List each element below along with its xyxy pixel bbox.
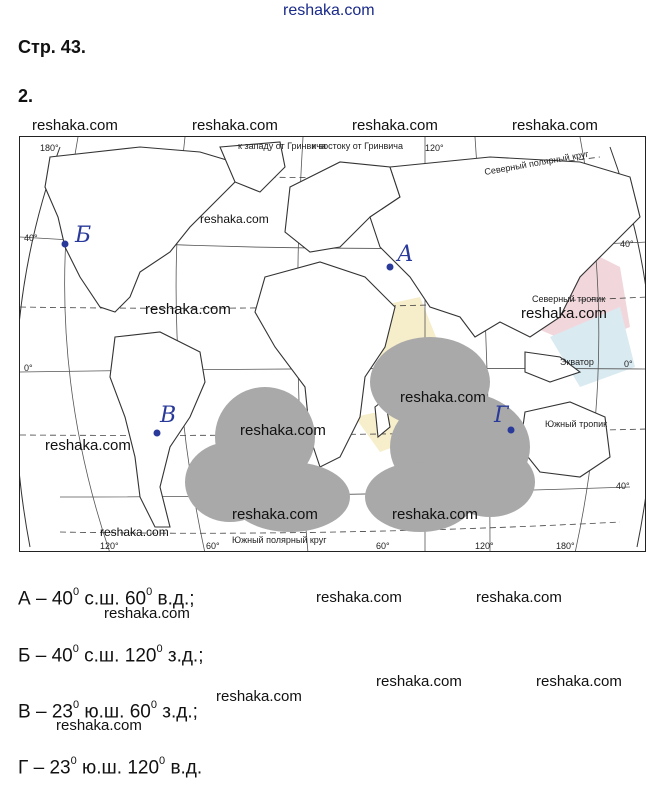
marker-label-b: Б: [75, 223, 92, 248]
watermark: reshaka.com: [45, 437, 131, 454]
lat-label: 40°: [616, 481, 630, 491]
answer-g: Г – $23^0$ ю.ш. $120^0$ в.д.: [18, 755, 203, 779]
tropic-south-label: Южный тропик: [545, 419, 608, 429]
watermark: reshaka.com: [392, 506, 478, 523]
answer-a: А – $40^0$ с.ш. $60^0$ в.д.;: [18, 586, 195, 610]
arctic-circle-label: Северный полярный круг: [483, 148, 590, 177]
site-header: reshaka.com: [283, 2, 375, 19]
watermark: reshaka.com: [536, 673, 622, 690]
watermark: reshaka.com: [32, 117, 118, 134]
continents: [45, 142, 640, 527]
world-map: [19, 136, 646, 552]
watermark: reshaka.com: [521, 305, 607, 322]
lat-label: 40°: [620, 239, 634, 249]
equator-label: Экватор: [560, 357, 594, 367]
watermark: reshaka.com: [512, 117, 598, 134]
lon-label: 60°: [206, 541, 220, 551]
lat-label: 40°: [24, 233, 38, 243]
tropic-north-label: Северный тропик: [532, 294, 606, 304]
page-title: Стр. 43.: [18, 37, 86, 57]
task-number: 2.: [18, 86, 34, 106]
lat-label: 0°: [624, 359, 633, 369]
watermark: reshaka.com: [376, 673, 462, 690]
lat-label: 0°: [24, 363, 33, 373]
lon-label: 180°: [556, 541, 575, 551]
marker-label-g: Г: [494, 403, 509, 428]
lon-label: к западу от Гринвича: [238, 141, 327, 151]
marker-label-v: В: [160, 403, 177, 428]
watermark: reshaka.com: [316, 589, 402, 606]
watermark: reshaka.com: [240, 422, 326, 439]
watermark: reshaka.com: [56, 717, 142, 734]
watermark: reshaka.com: [104, 605, 190, 622]
lon-label: 60°: [376, 541, 390, 551]
watermark: reshaka.com: [352, 117, 438, 134]
watermark: reshaka.com: [400, 389, 486, 406]
watermark: reshaka.com: [192, 117, 278, 134]
answer-v: В – $23^0$ ю.ш. $60^0$ з.д.;: [18, 699, 198, 723]
watermark: reshaka.com: [232, 506, 318, 523]
lon-label: 180°: [40, 143, 59, 153]
watermark: reshaka.com: [216, 688, 302, 705]
marker-label-a: А: [397, 242, 414, 267]
lon-label: 120°: [475, 541, 494, 551]
watermark: reshaka.com: [145, 301, 231, 318]
watermark: reshaka.com: [476, 589, 562, 606]
lon-label: к востоку от Гринвича: [312, 141, 403, 151]
answer-b: Б – $40^0$ с.ш. $120^0$ з.д.;: [18, 643, 204, 667]
watermark: reshaka.com: [200, 212, 269, 226]
watermark: reshaka.com: [100, 525, 169, 539]
antarctic-circle-label: Южный полярный круг: [232, 535, 327, 545]
lon-label: 120°: [100, 541, 119, 551]
lon-label: 120°: [425, 143, 444, 153]
